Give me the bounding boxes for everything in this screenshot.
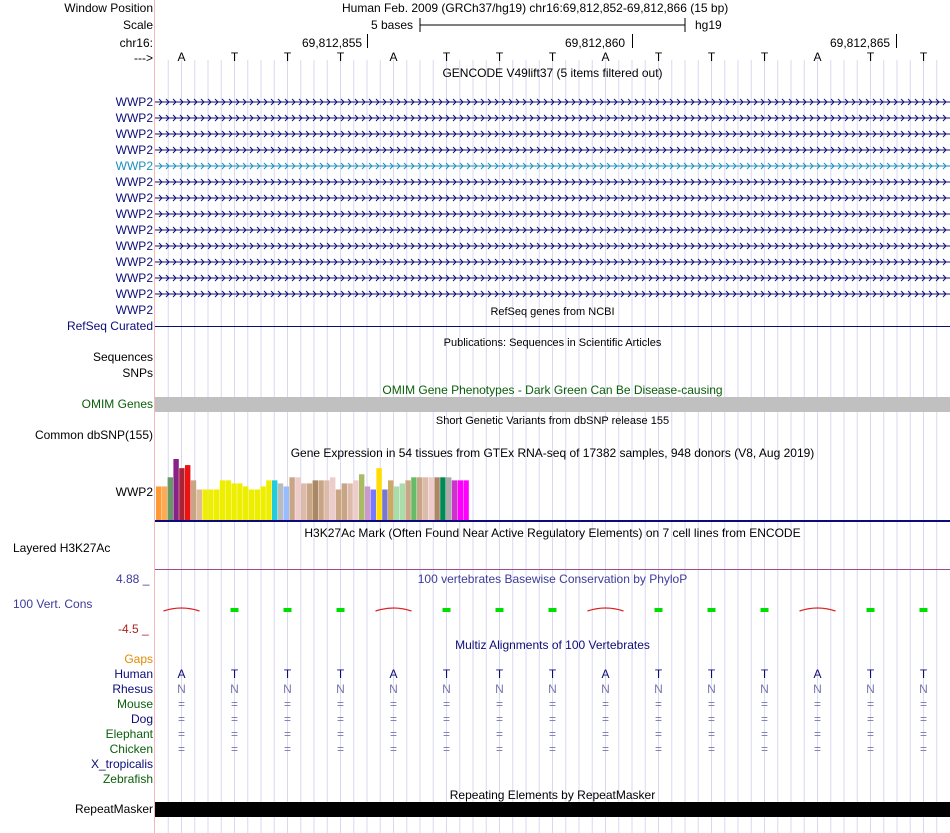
gtex-tissue-bar bbox=[307, 483, 312, 520]
multiz-species-label[interactable]: Chicken bbox=[109, 742, 153, 756]
gencode-gene-label[interactable]: WWP2 bbox=[115, 239, 153, 253]
multiz-rhesus-base: N bbox=[442, 682, 451, 696]
multiz-match-mark: = bbox=[654, 697, 662, 711]
base-letter: T bbox=[283, 50, 292, 64]
multiz-match-mark: = bbox=[866, 727, 874, 741]
multiz-match-mark: = bbox=[283, 727, 291, 741]
scale-bar bbox=[419, 17, 687, 33]
phylop-positive-mark bbox=[761, 608, 769, 612]
phylop-min-label: -4.5 _ bbox=[118, 622, 149, 636]
multiz-match-mark: = bbox=[919, 697, 927, 711]
multiz-match-mark: = bbox=[230, 712, 238, 726]
gtex-title: Gene Expression in 54 tissues from GTEx RNA-seq of 17382 samples, 948 donors (V8, Aug 2019) bbox=[290, 446, 815, 460]
multiz-human-base: T bbox=[495, 667, 504, 681]
multiz-match-mark: = bbox=[654, 727, 662, 741]
multiz-match-mark: = bbox=[389, 727, 397, 741]
multiz-human-base: A bbox=[813, 667, 822, 681]
publications-title: Publications: Sequences in Scientific Articles bbox=[443, 337, 662, 349]
multiz-rhesus-base: N bbox=[813, 682, 822, 696]
gtex-tissue-bar bbox=[249, 490, 254, 521]
multiz-match-mark: = bbox=[336, 712, 344, 726]
multiz-match-mark: = bbox=[601, 727, 609, 741]
position-tick-2: 69,812,860 bbox=[565, 36, 626, 50]
multiz-match-mark: = bbox=[230, 697, 238, 711]
gtex-tissue-bar bbox=[295, 477, 300, 520]
phylop-positive-mark bbox=[549, 608, 557, 612]
phylop-max-label: 4.88 _ bbox=[116, 572, 150, 586]
publications-sequences-label[interactable]: Sequences bbox=[92, 350, 153, 364]
multiz-rhesus-base: N bbox=[707, 682, 716, 696]
gencode-gene-label[interactable]: WWP2 bbox=[115, 223, 153, 237]
position-tick-mark-1 bbox=[367, 34, 368, 48]
multiz-match-mark: = bbox=[601, 712, 609, 726]
gtex-tissue-bar bbox=[434, 477, 439, 520]
gtex-tissue-bar bbox=[260, 486, 265, 520]
multiz-match-mark: = bbox=[760, 697, 768, 711]
multiz-match-mark: = bbox=[601, 742, 609, 756]
phylop-positive-mark bbox=[708, 608, 716, 612]
window-position-label: Window Position bbox=[64, 1, 153, 15]
multiz-match-mark: = bbox=[495, 712, 503, 726]
gencode-gene-label[interactable]: WWP2 bbox=[115, 127, 153, 141]
refseq-label[interactable]: RefSeq Curated bbox=[66, 319, 153, 333]
multiz-title: Multiz Alignments of 100 Vertebrates bbox=[455, 638, 650, 652]
position-tick-mark-2 bbox=[632, 34, 633, 48]
gtex-tissue-bar bbox=[400, 483, 405, 520]
gtex-tissue-bar bbox=[376, 468, 381, 520]
multiz-match-mark: = bbox=[866, 712, 874, 726]
omim-title: OMIM Gene Phenotypes - Dark Green Can Be Disease-causing bbox=[382, 383, 723, 397]
multiz-match-mark: = bbox=[707, 712, 715, 726]
scale-assembly: hg19 bbox=[695, 18, 722, 32]
h3k27ac-baseline bbox=[155, 569, 950, 570]
multiz-match-mark: = bbox=[548, 727, 556, 741]
multiz-match-mark: = bbox=[389, 712, 397, 726]
multiz-rhesus-base: N bbox=[495, 682, 504, 696]
base-letter: T bbox=[230, 50, 239, 64]
multiz-match-mark: = bbox=[442, 727, 450, 741]
multiz-human-base: T bbox=[230, 667, 239, 681]
phylop-negative-mark bbox=[376, 608, 412, 611]
multiz-match-mark: = bbox=[601, 697, 609, 711]
gtex-tissue-bar bbox=[347, 483, 352, 520]
gtex-tissue-bar bbox=[313, 480, 318, 520]
position-tick-1: 69,812,855 bbox=[302, 36, 363, 50]
multiz-rhesus-base: N bbox=[601, 682, 610, 696]
multiz-rhesus-base: N bbox=[760, 682, 769, 696]
multiz-match-mark: = bbox=[336, 727, 344, 741]
gtex-label[interactable]: WWP2 bbox=[115, 485, 153, 499]
multiz-rhesus-base: N bbox=[919, 682, 928, 696]
base-letter: T bbox=[919, 50, 928, 64]
phylop-positive-mark bbox=[337, 608, 345, 612]
multiz-match-mark: = bbox=[813, 712, 821, 726]
gtex-tissue-bar bbox=[463, 480, 468, 520]
multiz-species-label[interactable]: Human bbox=[114, 667, 153, 681]
multiz-match-mark: = bbox=[283, 712, 291, 726]
gencode-gene-label[interactable]: WWP2 bbox=[115, 303, 153, 317]
repeatmasker-feature-bar[interactable] bbox=[155, 802, 950, 817]
multiz-rhesus-base: N bbox=[177, 682, 186, 696]
gtex-tissue-bar bbox=[255, 490, 260, 521]
multiz-match-mark: = bbox=[919, 712, 927, 726]
gtex-tissue-bar bbox=[173, 459, 178, 520]
gencode-gene-label[interactable]: WWP2 bbox=[115, 175, 153, 189]
multiz-match-mark: = bbox=[177, 742, 185, 756]
gencode-gene-label[interactable]: WWP2 bbox=[115, 255, 153, 269]
gtex-tissue-bar bbox=[452, 480, 457, 520]
base-letter: A bbox=[177, 50, 186, 64]
window-position-value: Human Feb. 2009 (GRCh37/hg19) chr16:69,812,852-69,812,866 (15 bp) bbox=[342, 1, 729, 15]
multiz-human-base: T bbox=[760, 667, 769, 681]
h3k27ac-title: H3K27Ac Mark (Often Found Near Active Regulatory Elements) on 7 cell lines from ENCODE bbox=[304, 526, 801, 540]
gtex-tissue-bar bbox=[185, 465, 190, 520]
multiz-match-mark: = bbox=[760, 727, 768, 741]
multiz-match-mark: = bbox=[707, 742, 715, 756]
phylop-positive-mark bbox=[867, 608, 875, 612]
multiz-match-mark: = bbox=[389, 742, 397, 756]
multiz-species-label[interactable]: Zebrafish bbox=[102, 772, 153, 786]
multiz-match-mark: = bbox=[548, 697, 556, 711]
multiz-human-base: T bbox=[548, 667, 557, 681]
base-letter: A bbox=[389, 50, 398, 64]
phylop-negative-mark bbox=[800, 608, 836, 611]
gtex-bar-chart[interactable] bbox=[155, 459, 950, 523]
h3k27ac-label[interactable]: Layered H3K27Ac bbox=[13, 541, 111, 555]
repeatmasker-title: Repeating Elements by RepeatMasker bbox=[449, 788, 656, 802]
gtex-tissue-bar bbox=[365, 486, 370, 520]
multiz-match-mark: = bbox=[495, 742, 503, 756]
base-letter: T bbox=[707, 50, 716, 64]
gtex-tissue-bar bbox=[324, 480, 329, 520]
gtex-tissue-bar bbox=[446, 477, 451, 520]
multiz-rhesus-base: N bbox=[866, 682, 875, 696]
gtex-tissue-bar bbox=[394, 486, 399, 520]
gtex-tissue-bar bbox=[440, 477, 445, 520]
base-letter: T bbox=[760, 50, 769, 64]
multiz-human-base: A bbox=[389, 667, 398, 681]
dbsnp-title: Short Genetic Variants from dbSNP release 155 bbox=[435, 415, 670, 427]
multiz-match-mark: = bbox=[707, 727, 715, 741]
gencode-gene-label[interactable]: WWP2 bbox=[115, 207, 153, 221]
phylop-positive-mark bbox=[443, 608, 451, 612]
multiz-match-mark: = bbox=[283, 697, 291, 711]
gtex-tissue-bar bbox=[405, 480, 410, 520]
base-letter: T bbox=[654, 50, 663, 64]
gtex-tissue-bar bbox=[336, 490, 341, 521]
multiz-match-mark: = bbox=[654, 712, 662, 726]
multiz-human-base: T bbox=[442, 667, 451, 681]
multiz-species-label[interactable]: Rhesus bbox=[112, 682, 153, 696]
base-letter: T bbox=[548, 50, 557, 64]
multiz-match-mark: = bbox=[654, 742, 662, 756]
gtex-tissue-bar bbox=[226, 480, 231, 520]
gencode-track-area[interactable] bbox=[155, 80, 950, 304]
multiz-match-mark: = bbox=[336, 742, 344, 756]
multiz-match-mark: = bbox=[283, 742, 291, 756]
multiz-match-mark: = bbox=[230, 727, 238, 741]
multiz-human-base: T bbox=[866, 667, 875, 681]
publications-snps-label[interactable]: SNPs bbox=[122, 366, 153, 380]
gtex-tissue-bar bbox=[278, 483, 283, 520]
gtex-tissue-bar bbox=[458, 480, 463, 520]
multiz-rhesus-base: N bbox=[389, 682, 398, 696]
multiz-match-mark: = bbox=[707, 697, 715, 711]
gencode-gene-label[interactable]: WWP2 bbox=[115, 143, 153, 157]
gtex-tissue-bar bbox=[220, 480, 225, 520]
gtex-tissue-bar bbox=[342, 483, 347, 520]
gencode-gene-label[interactable]: WWP2 bbox=[115, 111, 153, 125]
multiz-human-base: T bbox=[707, 667, 716, 681]
gtex-tissue-bar bbox=[382, 490, 387, 521]
multiz-species-label[interactable]: X_tropicalis bbox=[90, 757, 153, 771]
phylop-track[interactable] bbox=[155, 600, 950, 620]
gtex-tissue-bar bbox=[359, 474, 364, 520]
phylop-positive-mark bbox=[231, 608, 239, 612]
multiz-match-mark: = bbox=[813, 727, 821, 741]
multiz-match-mark: = bbox=[495, 697, 503, 711]
gtex-tissue-bar bbox=[284, 486, 289, 520]
multiz-match-mark: = bbox=[760, 712, 768, 726]
gencode-gene-label[interactable]: WWP2 bbox=[115, 271, 153, 285]
multiz-match-mark: = bbox=[177, 727, 185, 741]
gtex-tissue-bar bbox=[231, 483, 236, 520]
multiz-rhesus-base: N bbox=[230, 682, 239, 696]
gencode-gene-label[interactable]: WWP2 bbox=[115, 95, 153, 109]
gtex-tissue-bar bbox=[214, 490, 219, 521]
multiz-match-mark: = bbox=[177, 712, 185, 726]
gtex-tissue-bar bbox=[388, 480, 393, 520]
gtex-tissue-bar bbox=[318, 480, 323, 520]
phylop-negative-mark bbox=[588, 608, 624, 611]
gencode-gene-label[interactable]: WWP2 bbox=[115, 159, 153, 173]
multiz-match-mark: = bbox=[813, 697, 821, 711]
gtex-tissue-bar bbox=[289, 477, 294, 520]
gtex-tissue-bar bbox=[208, 490, 213, 521]
gtex-tissue-bar bbox=[179, 468, 184, 520]
chrom-label: chr16: bbox=[119, 36, 153, 50]
multiz-gaps-label[interactable]: Gaps bbox=[124, 652, 153, 666]
phylop-title: 100 vertebrates Basewise Conservation by PhyloP bbox=[417, 572, 688, 586]
dbsnp-label[interactable]: Common dbSNP(155) bbox=[34, 428, 153, 442]
repeatmasker-label[interactable]: RepeatMasker bbox=[74, 802, 153, 816]
gtex-tissue-bar bbox=[202, 490, 207, 521]
phylop-positive-mark bbox=[655, 608, 663, 612]
multiz-match-mark: = bbox=[760, 742, 768, 756]
multiz-rhesus-base: N bbox=[548, 682, 557, 696]
base-letter: A bbox=[813, 50, 822, 64]
multiz-human-base: A bbox=[601, 667, 610, 681]
multiz-match-mark: = bbox=[548, 742, 556, 756]
refseq-title: RefSeq genes from NCBI bbox=[490, 306, 615, 318]
multiz-rhesus-base: N bbox=[336, 682, 345, 696]
strand-label: ---> bbox=[134, 51, 153, 65]
multiz-match-mark: = bbox=[442, 742, 450, 756]
multiz-match-mark: = bbox=[230, 742, 238, 756]
gtex-tissue-bar bbox=[156, 486, 161, 520]
multiz-human-base: T bbox=[919, 667, 928, 681]
base-letter: T bbox=[336, 50, 345, 64]
gtex-tissue-bar bbox=[371, 490, 376, 521]
base-letter: T bbox=[495, 50, 504, 64]
multiz-match-mark: = bbox=[495, 727, 503, 741]
base-letter: T bbox=[442, 50, 451, 64]
gencode-gene-label[interactable]: WWP2 bbox=[115, 191, 153, 205]
base-letter: A bbox=[601, 50, 610, 64]
gtex-tissue-bar bbox=[411, 477, 416, 520]
multiz-match-mark: = bbox=[866, 742, 874, 756]
gtex-tissue-bar bbox=[168, 477, 173, 520]
multiz-human-base: T bbox=[654, 667, 663, 681]
omim-label[interactable]: OMIM Genes bbox=[81, 397, 153, 411]
multiz-match-mark: = bbox=[442, 712, 450, 726]
multiz-match-mark: = bbox=[919, 742, 927, 756]
phylop-positive-mark bbox=[284, 608, 292, 612]
gtex-tissue-bar bbox=[162, 486, 167, 520]
gtex-tissue-bar bbox=[272, 480, 277, 520]
gtex-tissue-bar bbox=[266, 480, 271, 520]
phylop-positive-mark bbox=[920, 608, 928, 612]
phylop-negative-mark bbox=[164, 608, 200, 611]
gtex-tissue-bar bbox=[243, 486, 248, 520]
multiz-match-mark: = bbox=[389, 697, 397, 711]
gtex-tissue-bar bbox=[417, 477, 422, 520]
multiz-species-label[interactable]: Mouse bbox=[116, 697, 153, 711]
multiz-human-base: T bbox=[336, 667, 345, 681]
phylop-label[interactable]: 100 Vert. Cons bbox=[13, 597, 93, 611]
multiz-species-label[interactable]: Elephant bbox=[105, 727, 153, 741]
gencode-title: GENCODE V49lift37 (5 items filtered out) bbox=[442, 66, 663, 80]
multiz-rhesus-base: N bbox=[654, 682, 663, 696]
gtex-tissue-bar bbox=[429, 477, 434, 520]
multiz-match-mark: = bbox=[548, 712, 556, 726]
multiz-human-base: T bbox=[283, 667, 292, 681]
multiz-rhesus-base: N bbox=[283, 682, 292, 696]
multiz-match-mark: = bbox=[813, 742, 821, 756]
base-letter: T bbox=[866, 50, 875, 64]
gtex-tissue-bar bbox=[423, 477, 428, 520]
scale-label: Scale bbox=[122, 18, 153, 32]
refseq-gene-line[interactable] bbox=[155, 326, 950, 327]
multiz-match-mark: = bbox=[336, 697, 344, 711]
position-tick-3: 69,812,865 bbox=[830, 36, 891, 50]
phylop-positive-mark bbox=[496, 608, 504, 612]
multiz-match-mark: = bbox=[442, 697, 450, 711]
multiz-human-base: A bbox=[177, 667, 186, 681]
gtex-tissue-bar bbox=[237, 483, 242, 520]
multiz-match-mark: = bbox=[177, 697, 185, 711]
multiz-species-label[interactable]: Dog bbox=[130, 712, 153, 726]
multiz-match-mark: = bbox=[919, 727, 927, 741]
gtex-tissue-bar bbox=[301, 483, 306, 520]
scale-text: 5 bases bbox=[371, 18, 414, 32]
gencode-gene-label[interactable]: WWP2 bbox=[115, 287, 153, 301]
omim-feature-bar[interactable] bbox=[155, 397, 950, 412]
gtex-tissue-bar bbox=[191, 480, 196, 520]
multiz-match-mark: = bbox=[866, 697, 874, 711]
gtex-tissue-bar bbox=[330, 477, 335, 520]
gtex-tissue-bar bbox=[353, 480, 358, 520]
position-tick-mark-3 bbox=[896, 34, 897, 48]
gtex-tissue-bar bbox=[197, 490, 202, 521]
